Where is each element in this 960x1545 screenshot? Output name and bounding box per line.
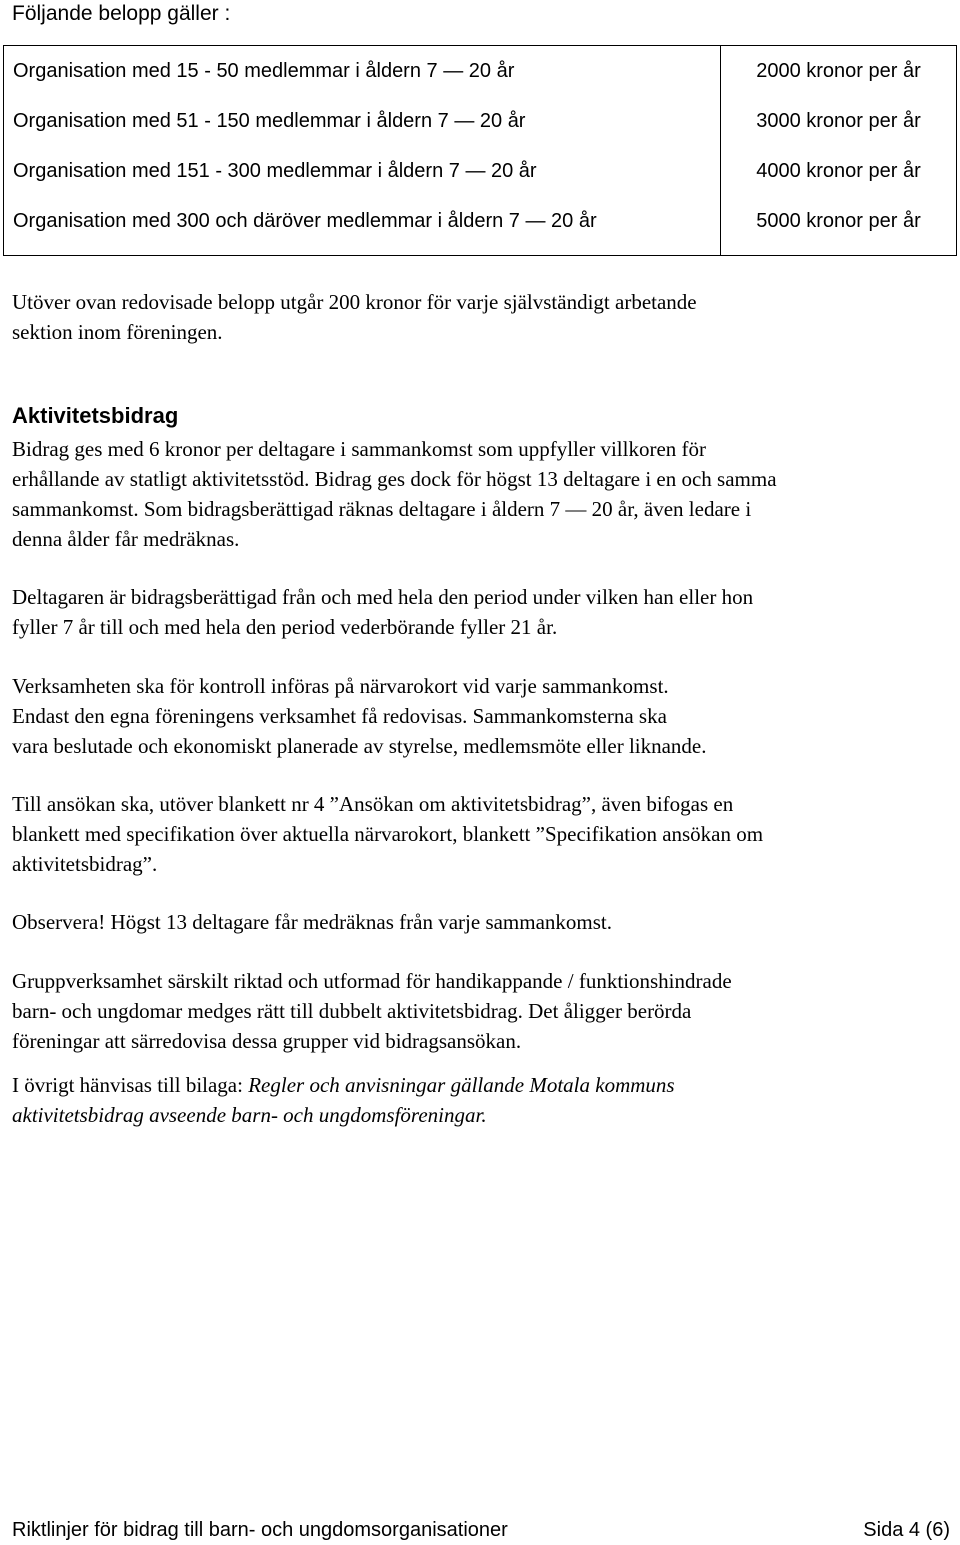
text-line <box>12 1070 952 1100</box>
page-number: Sida 4 (6) <box>863 1519 950 1541</box>
aktivitet-paragraph-2 <box>12 582 952 642</box>
text-line: barn- och ungdomar medges rätt till dubbelt aktivitetsbidrag. Det åligger berörda <box>12 999 692 1023</box>
table-row-label: Organisation med 15 - 50 medlemmar i åldern 7 — 20 år <box>13 60 515 82</box>
text-line: aktivitetsbidrag”. <box>12 852 158 876</box>
page-footer <box>0 1515 960 1545</box>
text-line: Bidrag ges med 6 kronor per deltagare i sammankomst som uppfyller villkoren för <box>12 437 706 461</box>
intro-text: Följande belopp gäller : <box>12 2 231 25</box>
section-heading: Aktivitetsbidrag <box>12 403 179 428</box>
table-row-amount: 4000 kronor per år <box>756 160 921 182</box>
reference-prefix: I övrigt hänvisas till bilaga: <box>12 1073 249 1097</box>
text-line: Gruppverksamhet särskilt riktad och utformad för handikappande / funktionshindrade <box>12 969 732 993</box>
text-line: föreningar att särredovisa dessa grupper vid bidragsansökan. <box>12 1029 522 1053</box>
text-line: Utöver ovan redovisade belopp utgår 200 kronor för varje självständigt arbetande <box>12 290 697 314</box>
text-line: erhållande av statligt aktivitetsstöd. Bidrag ges dock för högst 13 deltagare i en och samma <box>12 467 777 491</box>
text-line: sammankomst. Som bidragsberättigad räknas deltagare i åldern 7 — 20 år, även ledare i <box>12 497 752 521</box>
table-row-label: Organisation med 51 - 150 medlemmar i åldern 7 — 20 år <box>13 110 526 132</box>
table-row-label: Organisation med 151 - 300 medlemmar i åldern 7 — 20 år <box>13 160 537 182</box>
text-line: blankett med specifikation över aktuella närvarokort, blankett ”Specifikation ansökan om <box>12 822 764 846</box>
text-line: Endast den egna föreningens verksamhet få redovisas. Sammankomsterna ska <box>12 704 667 728</box>
reference-title: Regler och anvisningar gällande Motala kommuns <box>248 1073 675 1097</box>
aktivitet-paragraph-7 <box>12 1070 952 1130</box>
text-line: Deltagaren är bidragsberättigad från och med hela den period under vilken han eller hon <box>12 585 754 609</box>
table-row-label: Organisation med 300 och däröver medlemmar i åldern 7 — 20 år <box>13 210 597 232</box>
aktivitet-paragraph-1 <box>12 434 952 554</box>
aktivitet-paragraph-5 <box>12 907 952 937</box>
text-line: sektion inom föreningen. <box>12 320 223 344</box>
amount-table <box>3 45 957 256</box>
text-line: fyller 7 år till och med hela den period vederbörande fyller 21 år. <box>12 615 558 639</box>
text-line: Observera! Högst 13 deltagare får medräknas från varje sammankomst. <box>12 910 613 934</box>
extra-section-paragraph <box>12 287 952 347</box>
text-line: Till ansökan ska, utöver blankett nr 4 ”Ansökan om aktivitetsbidrag”, även bifogas en <box>12 792 734 816</box>
footer-title: Riktlinjer för bidrag till barn- och ungdomsorganisationer <box>12 1519 508 1541</box>
text-line <box>12 1100 952 1130</box>
membership-column <box>4 46 721 255</box>
text-line: denna ålder får medräknas. <box>12 527 240 551</box>
aktivitet-paragraph-6 <box>12 966 952 1056</box>
text-line: Verksamheten ska för kontroll införas på närvarokort vid varje sammankomst. <box>12 674 669 698</box>
aktivitet-paragraph-3 <box>12 671 952 761</box>
table-row-amount: 3000 kronor per år <box>756 110 921 132</box>
text-line: vara beslutade och ekonomiskt planerade av styrelse, medlemsmöte eller liknande. <box>12 734 707 758</box>
amount-column <box>721 46 956 255</box>
aktivitet-paragraph-4 <box>12 789 952 879</box>
table-row-amount: 2000 kronor per år <box>756 60 921 82</box>
reference-title-cont: aktivitetsbidrag avseende barn- och ungdomsföreningar. <box>12 1103 487 1127</box>
table-row-amount: 5000 kronor per år <box>756 210 921 232</box>
